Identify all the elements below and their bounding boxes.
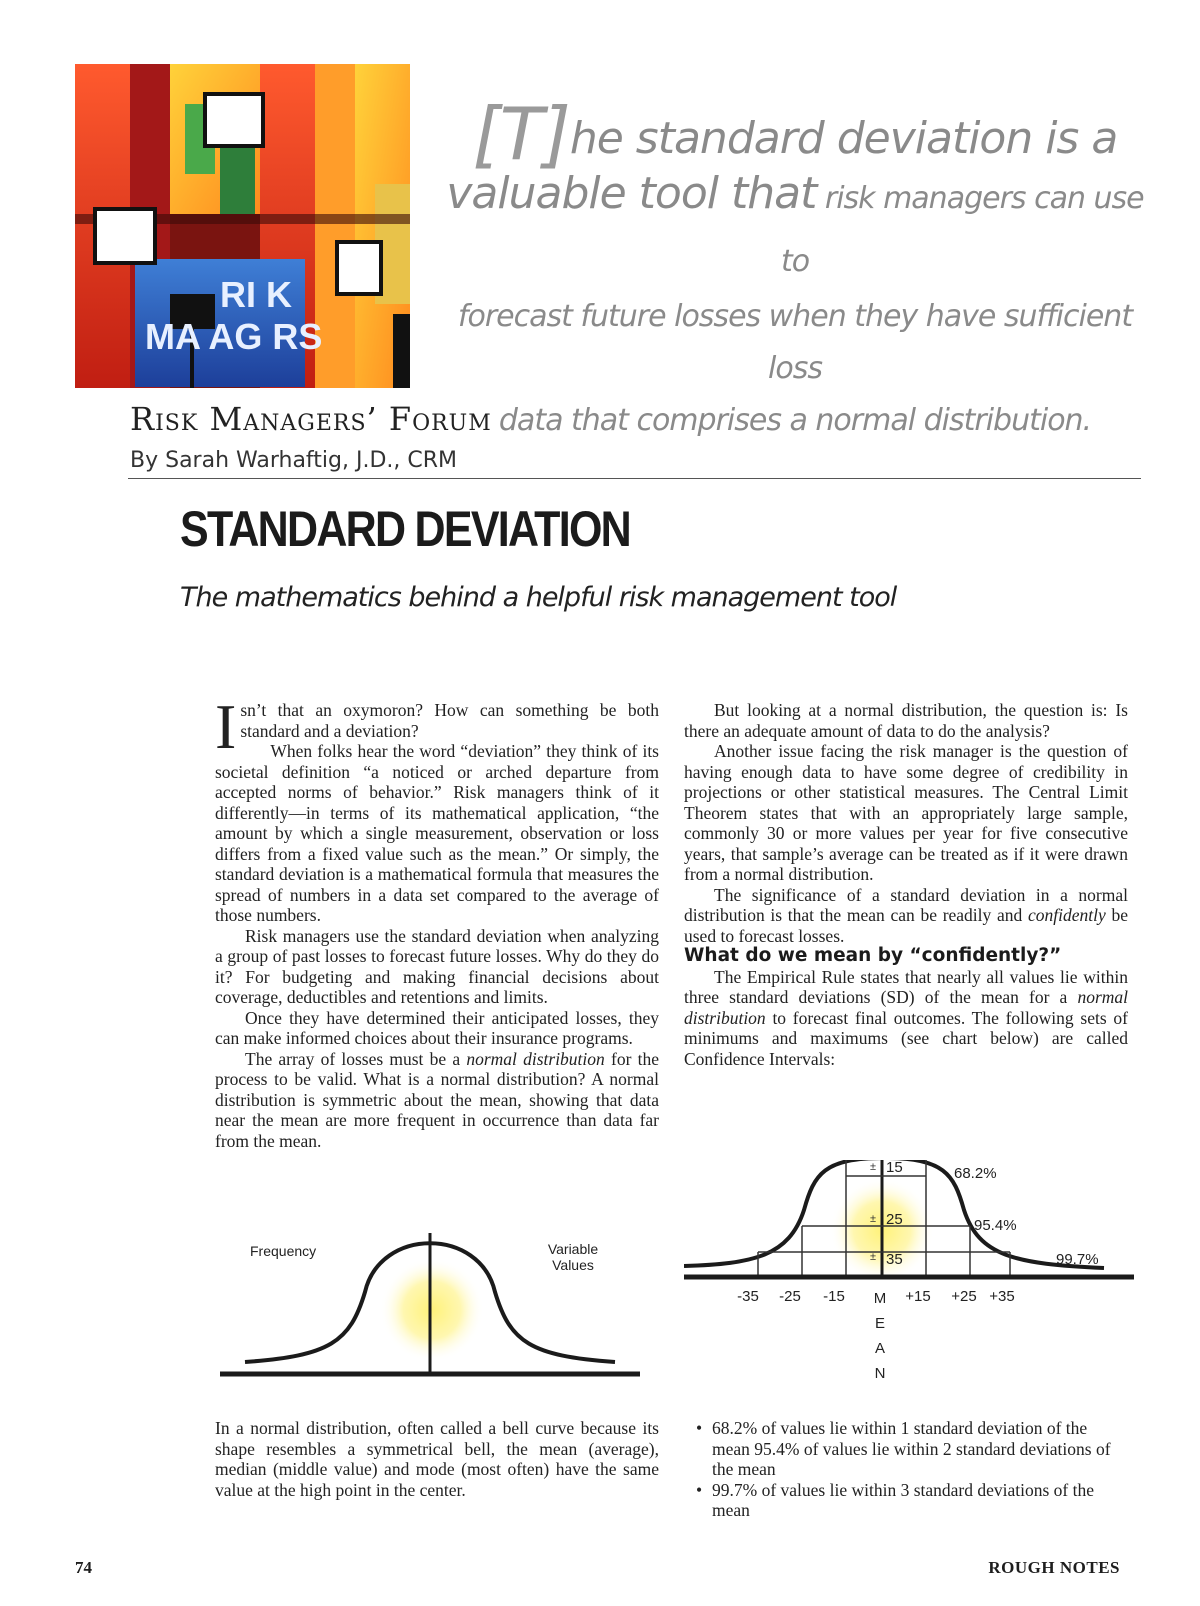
bullet-item [684,1418,1128,1480]
tick-plus-15: +15 [905,1288,931,1305]
pm-2: ± [870,1213,877,1225]
percent-95-label: 95.4% [974,1217,1017,1234]
right-paragraph-3-em: confidently [1028,905,1106,925]
left-paragraph-5-em: normal distribution [466,1048,605,1069]
right-paragraph-4-a: The Empirical Rule states that nearly all values lie within three standard deviations (SD) of the mean for a [684,966,1128,1007]
bullet-dot: • [696,1418,703,1438]
bullet-text-1: 68.2% of values lie within 1 standard deviation of the mean 95.4% of values lie within 2 standard deviations of the mean [712,1418,1111,1479]
right-column [684,700,1128,1069]
interval-15-label: 15 [886,1160,903,1176]
publication-name: ROUGH NOTES [988,1558,1120,1577]
left-paragraph-5 [215,1049,659,1152]
pull-quote-line2-big: valuable tool that [446,168,817,219]
sign-text-2: MA AG RS [145,316,323,357]
left-paragraph-5-a: The array of losses must be a [245,1048,467,1069]
pm-3: ± [870,1251,877,1263]
byline: By Sarah Warhaftig, J.D., CRM [130,448,458,473]
tick-plus-25: +25 [951,1288,977,1305]
left-paragraph-3: Risk managers use the standard deviation when analyzing a group of past losses to forecast future losses. Why do they do it? For budgeting and making financial decisions about coverage, deductibles and retentions and limits. [215,925,659,1007]
bullet-dot: • [696,1479,703,1500]
tick-minus-25: -25 [779,1288,801,1305]
right-paragraph-4-em: normal distribution [684,987,1128,1028]
pm-1: ± [870,1161,877,1173]
headline: STANDARD DEVIATION [180,501,631,557]
values-label: Values [552,1257,594,1273]
mean-letter-a: A [874,1340,886,1357]
column-name: Risk Managers’ Forum [130,400,492,438]
right-paragraph-3 [684,885,1128,947]
confidence-bullets [684,1418,1128,1521]
mean-letter-n: N [874,1365,886,1382]
left-paragraph-5-b: for the process to be valid. What is a normal distribution? A normal distribution is symmetric about the mean, showing that data near the mean are more frequent in occurrence than data far from the mean. [215,1048,659,1151]
pull-quote-line1: he standard deviation is a [569,113,1118,164]
pull-quote-line4: data that comprises a normal distribution. [498,403,1092,438]
mean-letter-e: E [874,1315,886,1332]
pull-quote-bracket: [T] [472,92,570,176]
tick-minus-35: -35 [737,1288,759,1305]
sign-text-1: RI K [220,274,292,315]
bell-curve-caption [215,1418,659,1500]
interval-25-label: 25 [886,1211,903,1228]
deck: The mathematics behind a helpful risk management tool [180,582,897,613]
left-paragraph-2: When folks hear the word “deviation” they think of its societal definition “a noticed or arched departure from accepted norms of behavior.” Risk managers think of it differently—in terms of its mathematical application, “the amount by which a single measurement, observation or loss differs from a fixed value such as the mean.” Or simply, the standard deviation is a mathematical formula that measures the spread of numbers in a data set compared to the average of those numbers. [215,741,659,925]
hero-photo [75,64,410,388]
stage-lights-image [75,64,410,388]
page-number: 74 [75,1558,92,1577]
percent-99-label: 99.7% [1056,1251,1099,1268]
tick-plus-35: +35 [989,1288,1015,1305]
bullet-item [684,1480,1128,1521]
right-paragraph-2: Another issue facing the risk manager is the question of having enough data to have some degree of credibility in projections or other statistical measures. The Central Limit Theorem states that with an appropriately large sample, commonly 30 or more values per year for five consecutive years, that sample’s average can be treated as if it were drawn from a normal distribution. [684,741,1128,884]
center-glow [380,1258,484,1362]
right-paragraph-4 [684,967,1128,1070]
left-paragraph-4: Once they have determined their anticipated losses, they can make informed choices about their insurance programs. [215,1007,659,1048]
left-column [215,691,659,1151]
percent-68-label: 68.2% [954,1165,997,1182]
subhead: What do we mean by “confidently?” [684,945,1062,966]
pull-quote-line3: forecast future losses when they have sufficient loss [457,299,1133,386]
variable-label: Variable [547,1241,599,1257]
interval-35-label: 35 [886,1251,903,1268]
mean-letter-m: M [873,1290,887,1307]
right-paragraph-3-b: be used to forecast losses. [684,905,1128,946]
confidence-interval-figure [684,1160,1134,1404]
left-paragraph-1: sn’t that an oxymoron? How can something be both standard and a deviation? [240,700,659,741]
bell-curve-figure [220,1232,660,1392]
right-paragraph-4-b: to forecast final outcomes. The following sets of minimums and maximums (see chart below) are called Confidence Intervals: [684,1007,1128,1069]
tick-minus-15: -15 [823,1288,845,1305]
caption-text: In a normal distribution, often called a bell curve because its shape resembles a symmetrical bell, the mean (average), median (middle value) and mode (most often) have the same value at the high point in the center. [215,1418,659,1500]
pull-quote-line2-small: risk managers can use to [780,181,1144,279]
bullet-text-2: 99.7% of values lie within 3 standard deviations of the mean [712,1479,1095,1520]
drop-cap: I [215,691,237,762]
pull-quote [430,92,1160,447]
frequency-label: Frequency [250,1243,317,1259]
header-rule [128,478,1141,479]
right-paragraph-1: But looking at a normal distribution, the question is: Is there an adequate amount of data to do the analysis? [684,700,1128,741]
right-paragraph-3-a: The significance of a standard deviation in a normal distribution is that the mean can be readily and [684,884,1128,925]
